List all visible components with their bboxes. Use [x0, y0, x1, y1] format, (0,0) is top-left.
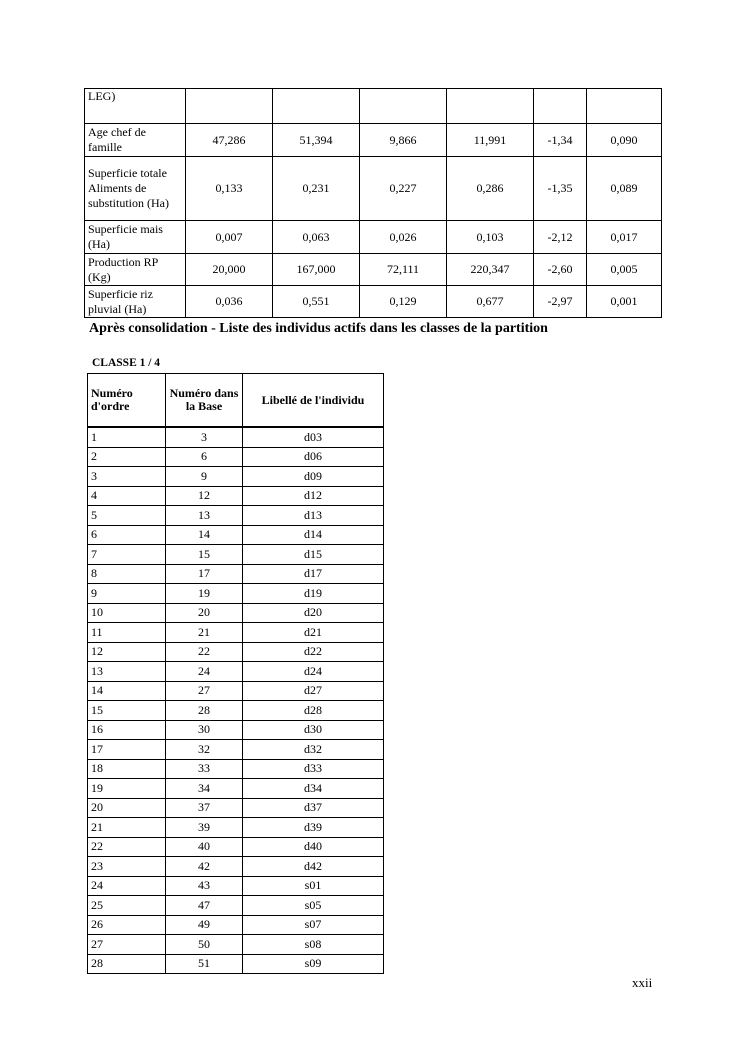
table-cell: 0,005 [587, 254, 662, 286]
cell-numero-base: 43 [166, 876, 243, 896]
cell-numero-base: 27 [166, 681, 243, 701]
table-cell: 0,026 [360, 221, 447, 254]
cell-numero-base: 9 [166, 467, 243, 487]
cell-numero-ordre: 11 [88, 623, 166, 643]
cell-numero-base: 33 [166, 759, 243, 779]
cell-numero-ordre: 22 [88, 837, 166, 857]
cell-numero-base: 14 [166, 525, 243, 545]
table-cell: 11,991 [447, 124, 534, 157]
cell-libelle: d32 [243, 740, 384, 760]
table-header-row [88, 374, 384, 428]
table-row [88, 603, 384, 623]
table-row [85, 157, 662, 221]
table-row [88, 935, 384, 955]
cell-numero-ordre: 18 [88, 759, 166, 779]
table-cell: -1,34 [534, 124, 587, 157]
section-heading: Après consolidation - Liste des individus actifs dans les classes de la partition [89, 321, 548, 336]
table-row [88, 818, 384, 838]
cell-numero-base: 24 [166, 662, 243, 682]
cell-libelle: d42 [243, 857, 384, 877]
cell-numero-base: 6 [166, 447, 243, 467]
table-row [88, 798, 384, 818]
table-cell: 0,063 [273, 221, 360, 254]
cell-numero-base: 32 [166, 740, 243, 760]
cell-numero-base: 13 [166, 506, 243, 526]
cell-numero-base: 17 [166, 564, 243, 584]
table-row [88, 896, 384, 916]
table-row [88, 701, 384, 721]
cell-numero-ordre: 3 [88, 467, 166, 487]
table-row [88, 837, 384, 857]
cell-libelle: d20 [243, 603, 384, 623]
table-row [88, 486, 384, 506]
table-cell: 47,286 [186, 124, 273, 157]
table-cell: 9,866 [360, 124, 447, 157]
row-label: Production RP (Kg) [85, 254, 186, 286]
cell-numero-base: 21 [166, 623, 243, 643]
cell-numero-ordre: 23 [88, 857, 166, 877]
table-cell: 0,090 [587, 124, 662, 157]
cell-numero-base: 22 [166, 642, 243, 662]
cell-libelle: d17 [243, 564, 384, 584]
cell-numero-base: 39 [166, 818, 243, 838]
table-row [88, 545, 384, 565]
table-row [88, 876, 384, 896]
header-numero-base: Numéro dans la Base [166, 374, 243, 428]
table-cell: 20,000 [186, 254, 273, 286]
cell-libelle: d14 [243, 525, 384, 545]
cell-libelle: d19 [243, 584, 384, 604]
cell-numero-base: 50 [166, 935, 243, 955]
class-label: CLASSE 1 / 4 [92, 357, 161, 369]
cell-numero-base: 30 [166, 720, 243, 740]
cell-libelle: d30 [243, 720, 384, 740]
table-cell: 0,007 [186, 221, 273, 254]
cell-libelle: d37 [243, 798, 384, 818]
cell-numero-base: 19 [166, 584, 243, 604]
table-cell: 0,089 [587, 157, 662, 221]
cell-libelle: s09 [243, 954, 384, 974]
row-label: LEG) [85, 89, 186, 124]
page-number: xxii [632, 975, 653, 990]
cell-numero-ordre: 27 [88, 935, 166, 955]
cell-numero-ordre: 13 [88, 662, 166, 682]
table-cell [273, 89, 360, 124]
cell-libelle: s01 [243, 876, 384, 896]
table-row [88, 506, 384, 526]
cell-numero-ordre: 25 [88, 896, 166, 916]
header-libelle: Libellé de l'individu [243, 374, 384, 428]
table-cell: 0,677 [447, 286, 534, 318]
cell-numero-ordre: 21 [88, 818, 166, 838]
table-cell [186, 89, 273, 124]
cell-libelle: d15 [243, 545, 384, 565]
table-row [88, 447, 384, 467]
table-row [88, 623, 384, 643]
table-cell: 220,347 [447, 254, 534, 286]
table-cell [534, 89, 587, 124]
cell-numero-base: 49 [166, 915, 243, 935]
cell-libelle: d28 [243, 701, 384, 721]
cell-libelle: d34 [243, 779, 384, 799]
cell-numero-base: 15 [166, 545, 243, 565]
cell-libelle: d09 [243, 467, 384, 487]
cell-libelle: d27 [243, 681, 384, 701]
cell-numero-ordre: 7 [88, 545, 166, 565]
cell-numero-base: 3 [166, 427, 243, 447]
table-cell [587, 89, 662, 124]
table-row [88, 564, 384, 584]
table-cell: -1,35 [534, 157, 587, 221]
header-numero-ordre: Numéro d'ordre [88, 374, 166, 428]
cell-numero-base: 51 [166, 954, 243, 974]
table-row [88, 525, 384, 545]
cell-numero-ordre: 6 [88, 525, 166, 545]
table-cell [447, 89, 534, 124]
table-cell: 0,129 [360, 286, 447, 318]
cell-numero-ordre: 17 [88, 740, 166, 760]
table-row [88, 642, 384, 662]
table-cell: 0,286 [447, 157, 534, 221]
row-label: Superficie riz pluvial (Ha) [85, 286, 186, 318]
cell-numero-ordre: 2 [88, 447, 166, 467]
table-cell: 0,001 [587, 286, 662, 318]
table-row [88, 427, 384, 447]
table-cell: -2,60 [534, 254, 587, 286]
table-cell: -2,97 [534, 286, 587, 318]
cell-numero-ordre: 20 [88, 798, 166, 818]
table-cell: 0,036 [186, 286, 273, 318]
table-cell: 51,394 [273, 124, 360, 157]
cell-numero-base: 42 [166, 857, 243, 877]
cell-numero-ordre: 1 [88, 427, 166, 447]
cell-numero-ordre: 16 [88, 720, 166, 740]
cell-libelle: d33 [243, 759, 384, 779]
cell-numero-ordre: 19 [88, 779, 166, 799]
cell-libelle: s05 [243, 896, 384, 916]
cell-numero-ordre: 15 [88, 701, 166, 721]
table-cell: 167,000 [273, 254, 360, 286]
cell-libelle: d40 [243, 837, 384, 857]
cell-libelle: d12 [243, 486, 384, 506]
cell-numero-base: 28 [166, 701, 243, 721]
table-cell: 0,017 [587, 221, 662, 254]
cell-numero-base: 20 [166, 603, 243, 623]
table-row [85, 124, 662, 157]
table-cell: -2,12 [534, 221, 587, 254]
cell-libelle: d03 [243, 427, 384, 447]
cell-numero-ordre: 10 [88, 603, 166, 623]
cell-numero-ordre: 26 [88, 915, 166, 935]
cell-numero-ordre: 14 [88, 681, 166, 701]
cell-libelle: d24 [243, 662, 384, 682]
cell-libelle: d21 [243, 623, 384, 643]
table-row [88, 759, 384, 779]
table-cell: 0,231 [273, 157, 360, 221]
table-row [88, 467, 384, 487]
cell-numero-base: 34 [166, 779, 243, 799]
table-row [88, 857, 384, 877]
table-cell [360, 89, 447, 124]
cell-numero-base: 12 [166, 486, 243, 506]
individus-table [87, 373, 384, 974]
row-label: Superficie mais (Ha) [85, 221, 186, 254]
cell-libelle: s08 [243, 935, 384, 955]
cell-numero-ordre: 12 [88, 642, 166, 662]
cell-numero-base: 40 [166, 837, 243, 857]
cell-numero-ordre: 4 [88, 486, 166, 506]
cell-libelle: d22 [243, 642, 384, 662]
cell-numero-ordre: 9 [88, 584, 166, 604]
cell-libelle: d13 [243, 506, 384, 526]
table-row [88, 740, 384, 760]
table-row [85, 221, 662, 254]
table-cell: 0,103 [447, 221, 534, 254]
table-row [85, 286, 662, 318]
cell-libelle: d39 [243, 818, 384, 838]
table-cell: 0,551 [273, 286, 360, 318]
cell-libelle: d06 [243, 447, 384, 467]
cell-numero-base: 47 [166, 896, 243, 916]
table-row [88, 662, 384, 682]
cell-numero-ordre: 5 [88, 506, 166, 526]
cell-numero-ordre: 8 [88, 564, 166, 584]
cell-libelle: s07 [243, 915, 384, 935]
cell-numero-base: 37 [166, 798, 243, 818]
table-row [88, 681, 384, 701]
row-label: Age chef de famille [85, 124, 186, 157]
cell-numero-ordre: 24 [88, 876, 166, 896]
row-label: Superficie totale Aliments de substitution (Ha) [85, 157, 186, 221]
table-row [88, 584, 384, 604]
table-cell: 0,227 [360, 157, 447, 221]
table-row [88, 779, 384, 799]
table-row [88, 720, 384, 740]
table-row [85, 89, 662, 124]
statistics-table [84, 88, 662, 318]
cell-numero-ordre: 28 [88, 954, 166, 974]
table-row [88, 915, 384, 935]
table-row [88, 954, 384, 974]
table-cell: 72,111 [360, 254, 447, 286]
table-cell: 0,133 [186, 157, 273, 221]
table-row [85, 254, 662, 286]
